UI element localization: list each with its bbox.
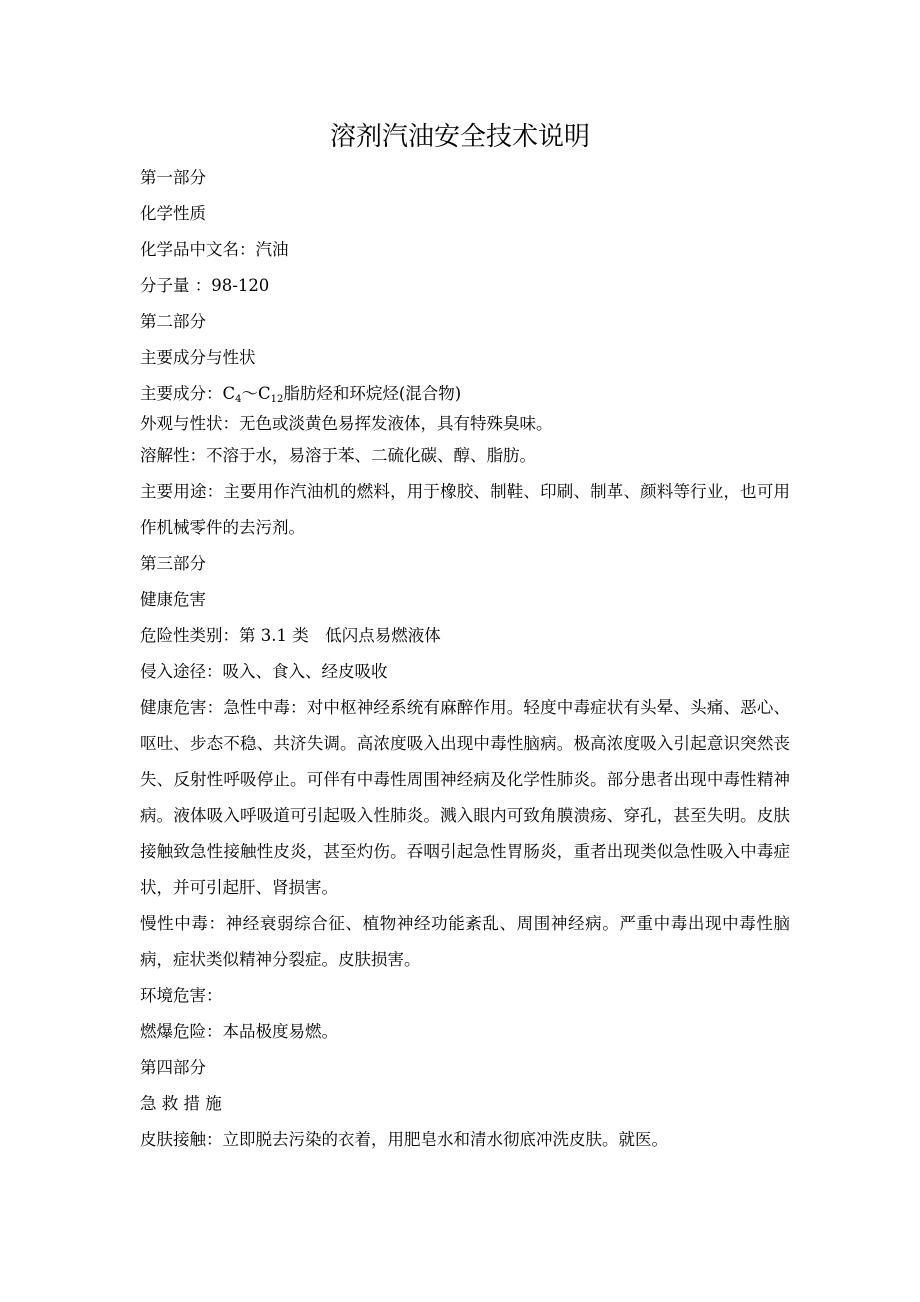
part2-heading: 第二部分 — [140, 312, 206, 331]
composition-subscript-12: 12 — [270, 394, 284, 405]
part1-subheading: 化学性质 — [140, 204, 206, 223]
composition-suffix: 脂肪烃和环烷烃(混合物) — [283, 384, 462, 403]
part4-heading: 第四部分 — [140, 1058, 206, 1077]
chronic-poisoning: 慢性中毒：神经衰弱综合征、植物神经功能紊乱、周围神经病。严重中毒出现中毒性脑病，症状类似精神分裂症。皮肤损害。 — [140, 914, 790, 969]
document-title: 溶剂汽油安全技术说明 — [329, 122, 590, 152]
part2-subheading: 主要成分与性状 — [140, 348, 256, 367]
explosion-hazard: 燃爆危险：本品极度易燃。 — [140, 1022, 338, 1041]
hazard-class: 危险性类别：第 3.1 类 低闪点易燃液体 — [140, 626, 441, 645]
composition-prefix: 主要成分：C — [140, 384, 236, 403]
part1-heading: 第一部分 — [140, 168, 206, 187]
composition-subscript-4: 4 — [235, 394, 242, 405]
main-uses: 主要用途：主要用作汽油机的燃料，用于橡胶、制鞋、印刷、制革、颜料等行业，也可用作机械零件的去污剂。 — [140, 482, 790, 537]
composition-mid: ～C — [241, 384, 271, 403]
solubility: 溶解性：不溶于水，易溶于苯、二硫化碳、醇、脂肪。 — [140, 446, 536, 465]
appearance: 外观与性状：无色或淡黄色易挥发液体，具有特殊臭味。 — [140, 414, 553, 433]
chinese-name: 化学品中文名：汽油 — [140, 240, 289, 259]
skin-contact: 皮肤接触：立即脱去污染的衣着，用肥皂水和清水彻底冲洗皮肤。就医。 — [140, 1130, 668, 1149]
environmental-hazard: 环境危害： — [140, 986, 223, 1005]
exposure-routes: 侵入途径：吸入、食入、经皮吸收 — [140, 662, 388, 681]
part4-subheading: 急 救 措 施 — [140, 1094, 222, 1113]
part3-heading: 第三部分 — [140, 554, 206, 573]
part3-subheading: 健康危害 — [140, 590, 206, 609]
acute-poisoning: 健康危害：急性中毒：对中枢神经系统有麻醉作用。轻度中毒症状有头晕、头痛、恶心、呕吐、步态不稳、共济失调。高浓度吸入出现中毒性脑病。极高浓度吸入引起意识突然丧失、反射性呼吸停止。可伴有中毒性周围神经病及化学性肺炎。部分患者出现中毒性精神病。液体吸入呼吸道可引起吸入性肺炎。溅入眼内可致角膜溃疡、穿孔，甚至失明。皮肤接触致急性接触性皮炎，甚至灼伤。吞咽引起急性胃肠炎，重者出现类似急性吸入中毒症状，并可引起肝、肾损害。 — [140, 698, 790, 897]
molecular-weight: 分子量 ：98-120 — [140, 276, 270, 295]
